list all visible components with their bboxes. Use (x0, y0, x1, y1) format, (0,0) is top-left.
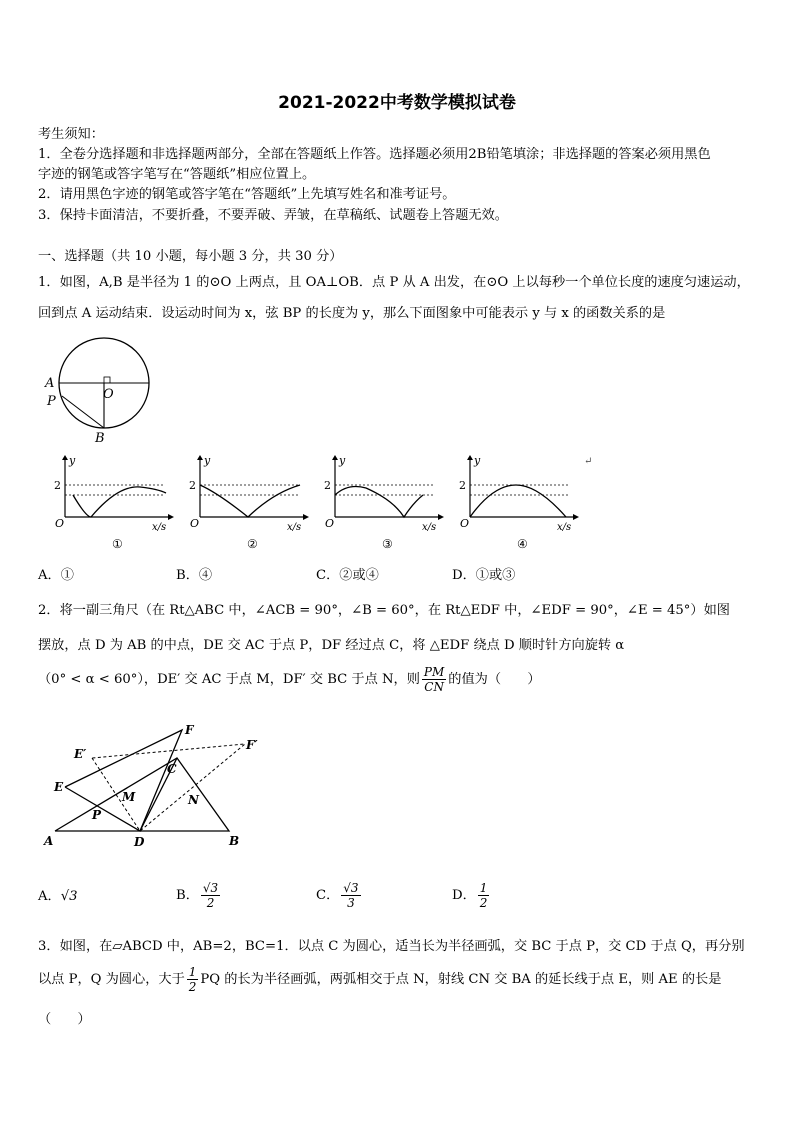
q3-text-line-1: 3．如图，在▱ABCD 中，AB=2，BC=1．以点 C 为圆心，适当长为半径画弧，交 BC 于点 P，交 CD 于点 Q，再分别 (38, 939, 745, 954)
q3-text-line-2b: PQ 的长为半径画弧，两弧相交于点 N，射线 CN 交 BA 的延长线于点 E，则 AE 的长是 (200, 972, 722, 987)
label-two: 2 (189, 479, 196, 492)
q2-text-line-3b: 的值为（ ） (448, 672, 541, 687)
label-x: x/s (422, 522, 437, 533)
q2-option-d-den: 2 (479, 896, 488, 910)
q2-triangle-figure (40, 720, 270, 850)
q2-option-d-num: 1 (479, 881, 488, 895)
q2-option-a[interactable] (38, 881, 78, 913)
graph-number-1: ① (112, 537, 123, 551)
q3-fraction (187, 965, 199, 994)
label-two: 2 (459, 479, 466, 492)
graph-number-3: ③ (382, 537, 393, 551)
label-a: A (44, 834, 54, 848)
q2-option-a-label: A． (38, 889, 61, 904)
label-origin: O (325, 517, 335, 530)
label-c: C (167, 762, 177, 776)
q3-text-line-2 (38, 960, 721, 1000)
function-curve (73, 487, 166, 517)
q2-fraction-num: PM (423, 665, 445, 679)
q2-option-d[interactable] (452, 876, 491, 916)
q2-option-b-label: B． (176, 888, 199, 903)
q2-text-line-3 (38, 664, 541, 696)
q2-option-c[interactable] (316, 876, 363, 916)
label-origin: O (55, 517, 65, 530)
label-origin: O (190, 517, 200, 530)
q2-option-b-den: 2 (206, 896, 215, 910)
label-x: x/s (557, 522, 572, 533)
label-p: P (47, 394, 56, 409)
notice-line-2: 2．请用黑色字迹的钢笔或答字笔在“答题纸”上先填写姓名和准考证号。 (38, 187, 456, 202)
graph-4 (459, 455, 579, 551)
y-arrow-icon (467, 455, 473, 460)
q1-text-line-2: 回到点 A 运动结束．设运动时间为 x，弦 BP 的长度为 y，那么下面图象中可能表示 y 与 x 的函数关系的是 (38, 306, 666, 321)
graph-number-2: ② (247, 537, 258, 551)
label-f: F (185, 723, 194, 737)
q1-text-line-1: 1．如图，A,B 是半径为 1 的⊙O 上两点，且 OA⊥OB．点 P 从 A 出发，在⊙O 上以每秒一个单位长度的速度匀速运动， (38, 275, 750, 290)
graph-1 (54, 455, 174, 551)
q1-option-c[interactable]: C．②或④ (316, 568, 379, 583)
x-arrow-icon (573, 514, 579, 520)
q2-text-line-3a: （0° < α < 60°），DE′ 交 AC 于点 M，DF′ 交 BC 于点 N，则 (38, 672, 420, 687)
graph-2 (189, 455, 309, 551)
q2-option-c-frac (341, 881, 360, 910)
label-o: O (103, 387, 114, 402)
x-arrow-icon (303, 514, 309, 520)
q3-text-line-2a: 以点 P，Q 为圆心，大于 (38, 972, 185, 987)
q1-option-d[interactable]: D．①或③ (452, 568, 516, 583)
y-arrow-icon (62, 455, 68, 460)
q2-option-d-label: D． (452, 888, 476, 903)
q3-text-line-3: （ ） (38, 1012, 91, 1027)
label-d: D (134, 835, 145, 849)
graph-number-4: ④ (517, 537, 528, 551)
label-x: x/s (152, 522, 167, 533)
label-b: B (95, 431, 105, 446)
triangle-abc (55, 758, 229, 831)
label-e: E (54, 780, 64, 794)
page-title: 2021-2022中考数学模拟试卷 (278, 93, 516, 113)
right-angle-mark (104, 377, 110, 383)
x-arrow-icon (438, 514, 444, 520)
label-y: y (69, 455, 76, 467)
function-curve (470, 485, 566, 517)
y-arrow-icon (197, 455, 203, 460)
label-b: B (229, 834, 240, 848)
q1-graphs-svg (48, 455, 588, 555)
q2-text-line-1: 2．将一副三角尺（在 Rt△ABC 中，∠ACB = 90°，∠B = 60°，在 Rt△EDF 中，∠EDF = 90°，∠E = 45°）如图 (38, 603, 730, 618)
function-curve (200, 485, 300, 517)
y-arrow-icon (332, 455, 338, 460)
triangle-e1df1 (92, 744, 245, 831)
q3-fraction-den: 2 (188, 980, 197, 994)
section-heading: 一、选择题（共 10 小题，每小题 3 分，共 30 分） (38, 249, 343, 264)
notice-line-3: 3．保持卡面清洁，不要折叠，不要弄破、弄皱，在草稿纸、试题卷上答题无效。 (38, 208, 508, 223)
notice-line-1a: 1．全卷分选择题和非选择题两部分，全部在答题纸上作答。选择题必须用2B铅笔填涂；非选择题的答案必须用黑色 (38, 147, 711, 162)
notice-line-1b: 字迹的钢笔或答字笔写在“答题纸”相应位置上。 (38, 167, 316, 182)
q3-fraction-num: 1 (188, 965, 197, 979)
label-f1: F′ (246, 738, 258, 752)
q2-fraction-den: CN (424, 680, 444, 694)
label-e1: E′ (74, 747, 87, 761)
x-arrow-icon (168, 514, 174, 520)
q2-option-c-num: √3 (343, 881, 359, 895)
q2-text-line-2: 摆放，点 D 为 AB 的中点，DE 交 AC 于点 P，DF 经过点 C，将 △EDF 绕点 D 顺时针方向旋转 α (38, 638, 625, 653)
q1-option-a[interactable]: A．① (38, 568, 74, 583)
label-x: x/s (287, 522, 302, 533)
q2-option-b-num: √3 (202, 881, 219, 895)
notice-heading: 考生须知： (38, 127, 104, 142)
label-p: P (92, 808, 102, 822)
triangle-edf (65, 730, 182, 831)
graph-3 (324, 455, 444, 551)
q2-option-b-frac (201, 881, 220, 910)
label-origin: O (460, 517, 470, 530)
q2-option-b[interactable] (176, 876, 222, 916)
label-n: N (188, 793, 199, 807)
function-curve (335, 487, 423, 517)
label-two: 2 (54, 479, 61, 492)
label-y: y (204, 455, 211, 467)
label-a: A (45, 376, 55, 391)
q1-circle-figure (40, 336, 160, 446)
label-y: y (339, 455, 346, 467)
q2-option-c-label: C． (316, 888, 340, 903)
label-y: y (474, 455, 481, 467)
label-two: 2 (324, 479, 331, 492)
q1-graphs (48, 455, 588, 555)
label-m: M (122, 790, 136, 804)
q2-option-c-den: 3 (347, 896, 355, 910)
return-mark-icon: ↵ (584, 456, 593, 467)
q2-option-d-frac (478, 881, 490, 910)
q2-option-a-value: √3 (60, 889, 78, 904)
q2-fraction (422, 665, 446, 694)
q1-option-b[interactable]: B．④ (176, 568, 213, 583)
